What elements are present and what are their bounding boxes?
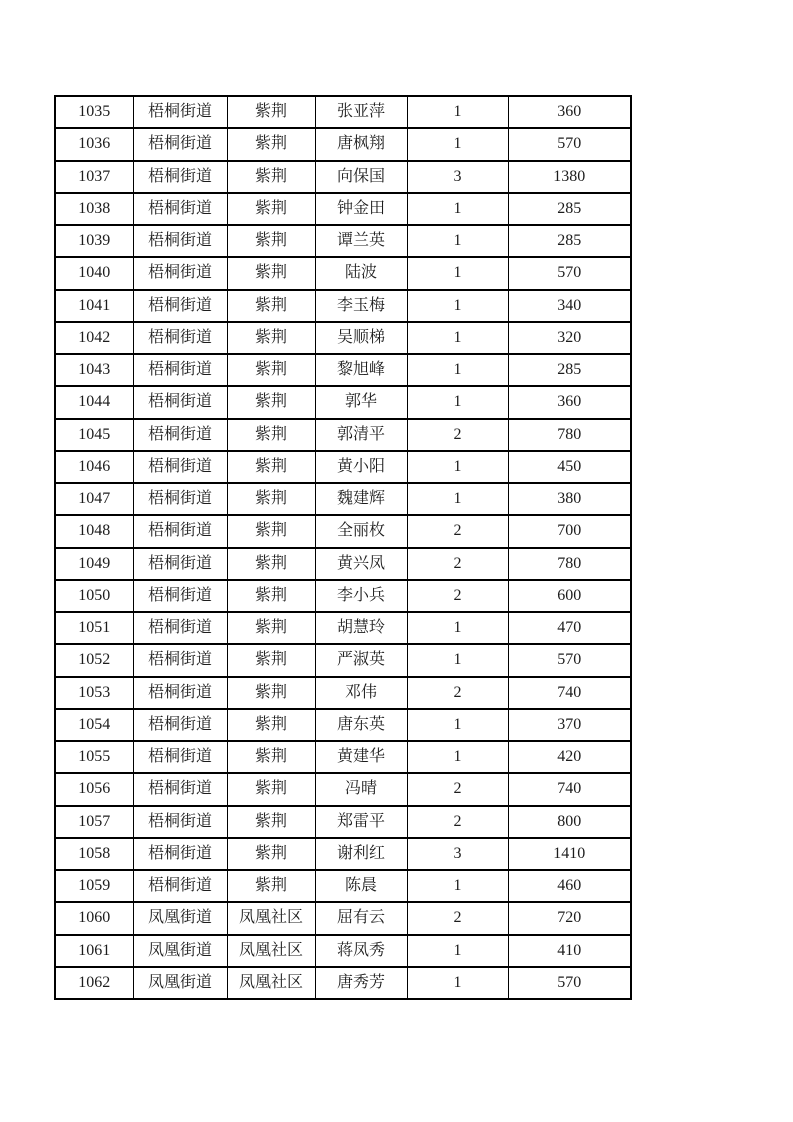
cell-community-name: 紫荆 bbox=[227, 741, 315, 773]
cell-count: 1 bbox=[407, 935, 508, 967]
cell-row-id: 1053 bbox=[55, 677, 133, 709]
cell-person-name: 钟金田 bbox=[315, 193, 407, 225]
cell-count: 2 bbox=[407, 677, 508, 709]
cell-row-id: 1044 bbox=[55, 386, 133, 418]
cell-community-name: 紫荆 bbox=[227, 870, 315, 902]
cell-street-name: 梧桐街道 bbox=[133, 677, 227, 709]
cell-community-name: 紫荆 bbox=[227, 354, 315, 386]
table-row bbox=[55, 96, 631, 128]
cell-amount: 780 bbox=[508, 548, 631, 580]
cell-person-name: 唐秀芳 bbox=[315, 967, 407, 999]
cell-row-id: 1040 bbox=[55, 257, 133, 289]
table-row bbox=[55, 322, 631, 354]
cell-community-name: 紫荆 bbox=[227, 838, 315, 870]
cell-community-name: 紫荆 bbox=[227, 773, 315, 805]
cell-row-id: 1043 bbox=[55, 354, 133, 386]
cell-count: 2 bbox=[407, 773, 508, 805]
cell-amount: 370 bbox=[508, 709, 631, 741]
table-row bbox=[55, 483, 631, 515]
cell-street-name: 梧桐街道 bbox=[133, 709, 227, 741]
cell-person-name: 黎旭峰 bbox=[315, 354, 407, 386]
cell-community-name: 紫荆 bbox=[227, 709, 315, 741]
cell-street-name: 梧桐街道 bbox=[133, 838, 227, 870]
cell-person-name: 陈晨 bbox=[315, 870, 407, 902]
cell-person-name: 向保国 bbox=[315, 161, 407, 193]
cell-count: 1 bbox=[407, 354, 508, 386]
cell-street-name: 梧桐街道 bbox=[133, 386, 227, 418]
table-row bbox=[55, 677, 631, 709]
cell-count: 1 bbox=[407, 96, 508, 128]
cell-person-name: 唐枫翔 bbox=[315, 128, 407, 160]
table-row bbox=[55, 580, 631, 612]
cell-person-name: 黄兴凤 bbox=[315, 548, 407, 580]
cell-street-name: 梧桐街道 bbox=[133, 580, 227, 612]
cell-amount: 420 bbox=[508, 741, 631, 773]
table-row bbox=[55, 967, 631, 999]
cell-person-name: 谢利红 bbox=[315, 838, 407, 870]
cell-row-id: 1038 bbox=[55, 193, 133, 225]
cell-count: 2 bbox=[407, 515, 508, 547]
cell-count: 1 bbox=[407, 644, 508, 676]
cell-person-name: 严淑英 bbox=[315, 644, 407, 676]
cell-amount: 360 bbox=[508, 386, 631, 418]
cell-count: 1 bbox=[407, 225, 508, 257]
cell-community-name: 紫荆 bbox=[227, 644, 315, 676]
cell-amount: 800 bbox=[508, 806, 631, 838]
cell-community-name: 紫荆 bbox=[227, 161, 315, 193]
cell-community-name: 紫荆 bbox=[227, 386, 315, 418]
cell-amount: 1410 bbox=[508, 838, 631, 870]
cell-community-name: 紫荆 bbox=[227, 515, 315, 547]
table-row bbox=[55, 935, 631, 967]
cell-row-id: 1035 bbox=[55, 96, 133, 128]
table-row bbox=[55, 741, 631, 773]
cell-row-id: 1059 bbox=[55, 870, 133, 902]
cell-street-name: 凤凰街道 bbox=[133, 902, 227, 934]
table-row bbox=[55, 773, 631, 805]
cell-count: 2 bbox=[407, 902, 508, 934]
cell-person-name: 黄建华 bbox=[315, 741, 407, 773]
cell-person-name: 李小兵 bbox=[315, 580, 407, 612]
cell-street-name: 梧桐街道 bbox=[133, 322, 227, 354]
cell-count: 1 bbox=[407, 612, 508, 644]
cell-amount: 780 bbox=[508, 419, 631, 451]
cell-street-name: 梧桐街道 bbox=[133, 741, 227, 773]
cell-community-name: 紫荆 bbox=[227, 612, 315, 644]
cell-amount: 720 bbox=[508, 902, 631, 934]
cell-community-name: 紫荆 bbox=[227, 96, 315, 128]
cell-street-name: 梧桐街道 bbox=[133, 773, 227, 805]
table-row bbox=[55, 290, 631, 322]
cell-amount: 570 bbox=[508, 967, 631, 999]
table-row bbox=[55, 451, 631, 483]
cell-row-id: 1058 bbox=[55, 838, 133, 870]
cell-amount: 450 bbox=[508, 451, 631, 483]
cell-street-name: 梧桐街道 bbox=[133, 548, 227, 580]
cell-amount: 470 bbox=[508, 612, 631, 644]
cell-count: 1 bbox=[407, 709, 508, 741]
cell-person-name: 郑雷平 bbox=[315, 806, 407, 838]
cell-street-name: 梧桐街道 bbox=[133, 354, 227, 386]
cell-community-name: 紫荆 bbox=[227, 128, 315, 160]
cell-count: 1 bbox=[407, 193, 508, 225]
cell-street-name: 梧桐街道 bbox=[133, 806, 227, 838]
cell-person-name: 陆波 bbox=[315, 257, 407, 289]
cell-row-id: 1062 bbox=[55, 967, 133, 999]
cell-amount: 570 bbox=[508, 128, 631, 160]
data-table bbox=[54, 95, 632, 1000]
table-row bbox=[55, 709, 631, 741]
cell-street-name: 梧桐街道 bbox=[133, 225, 227, 257]
cell-street-name: 梧桐街道 bbox=[133, 128, 227, 160]
cell-row-id: 1055 bbox=[55, 741, 133, 773]
cell-person-name: 唐东英 bbox=[315, 709, 407, 741]
cell-count: 1 bbox=[407, 128, 508, 160]
cell-amount: 1380 bbox=[508, 161, 631, 193]
cell-person-name: 蒋凤秀 bbox=[315, 935, 407, 967]
cell-count: 1 bbox=[407, 741, 508, 773]
cell-count: 2 bbox=[407, 548, 508, 580]
cell-amount: 360 bbox=[508, 96, 631, 128]
cell-row-id: 1039 bbox=[55, 225, 133, 257]
cell-community-name: 紫荆 bbox=[227, 225, 315, 257]
cell-count: 1 bbox=[407, 322, 508, 354]
cell-community-name: 紫荆 bbox=[227, 806, 315, 838]
cell-count: 2 bbox=[407, 419, 508, 451]
cell-person-name: 吴顺梯 bbox=[315, 322, 407, 354]
cell-person-name: 谭兰英 bbox=[315, 225, 407, 257]
cell-amount: 740 bbox=[508, 773, 631, 805]
cell-amount: 410 bbox=[508, 935, 631, 967]
table-row bbox=[55, 838, 631, 870]
cell-person-name: 冯晴 bbox=[315, 773, 407, 805]
cell-street-name: 梧桐街道 bbox=[133, 419, 227, 451]
cell-community-name: 紫荆 bbox=[227, 290, 315, 322]
cell-count: 1 bbox=[407, 386, 508, 418]
cell-amount: 600 bbox=[508, 580, 631, 612]
table-row bbox=[55, 902, 631, 934]
cell-count: 1 bbox=[407, 483, 508, 515]
cell-community-name: 紫荆 bbox=[227, 548, 315, 580]
table-row bbox=[55, 806, 631, 838]
cell-community-name: 紫荆 bbox=[227, 419, 315, 451]
cell-amount: 570 bbox=[508, 644, 631, 676]
cell-community-name: 紫荆 bbox=[227, 451, 315, 483]
cell-amount: 570 bbox=[508, 257, 631, 289]
cell-amount: 740 bbox=[508, 677, 631, 709]
cell-count: 1 bbox=[407, 967, 508, 999]
cell-community-name: 凤凰社区 bbox=[227, 902, 315, 934]
cell-row-id: 1037 bbox=[55, 161, 133, 193]
cell-person-name: 全丽枚 bbox=[315, 515, 407, 547]
cell-community-name: 紫荆 bbox=[227, 677, 315, 709]
cell-row-id: 1054 bbox=[55, 709, 133, 741]
cell-row-id: 1048 bbox=[55, 515, 133, 547]
table-row bbox=[55, 193, 631, 225]
cell-row-id: 1051 bbox=[55, 612, 133, 644]
cell-amount: 285 bbox=[508, 225, 631, 257]
cell-person-name: 张亚萍 bbox=[315, 96, 407, 128]
cell-row-id: 1060 bbox=[55, 902, 133, 934]
cell-community-name: 紫荆 bbox=[227, 193, 315, 225]
cell-street-name: 梧桐街道 bbox=[133, 257, 227, 289]
cell-row-id: 1041 bbox=[55, 290, 133, 322]
cell-community-name: 紫荆 bbox=[227, 580, 315, 612]
cell-person-name: 郭清平 bbox=[315, 419, 407, 451]
cell-amount: 380 bbox=[508, 483, 631, 515]
cell-person-name: 李玉梅 bbox=[315, 290, 407, 322]
cell-community-name: 紫荆 bbox=[227, 322, 315, 354]
cell-street-name: 梧桐街道 bbox=[133, 451, 227, 483]
cell-community-name: 紫荆 bbox=[227, 257, 315, 289]
cell-street-name: 梧桐街道 bbox=[133, 290, 227, 322]
cell-row-id: 1052 bbox=[55, 644, 133, 676]
table-row bbox=[55, 612, 631, 644]
cell-person-name: 郭华 bbox=[315, 386, 407, 418]
cell-count: 1 bbox=[407, 257, 508, 289]
cell-row-id: 1042 bbox=[55, 322, 133, 354]
cell-person-name: 屈有云 bbox=[315, 902, 407, 934]
cell-street-name: 梧桐街道 bbox=[133, 193, 227, 225]
table-body bbox=[55, 96, 631, 999]
table-row bbox=[55, 354, 631, 386]
table-row bbox=[55, 386, 631, 418]
cell-count: 2 bbox=[407, 580, 508, 612]
cell-community-name: 凤凰社区 bbox=[227, 935, 315, 967]
cell-amount: 700 bbox=[508, 515, 631, 547]
cell-row-id: 1049 bbox=[55, 548, 133, 580]
cell-count: 1 bbox=[407, 451, 508, 483]
table-row bbox=[55, 548, 631, 580]
cell-amount: 285 bbox=[508, 354, 631, 386]
cell-street-name: 梧桐街道 bbox=[133, 870, 227, 902]
cell-street-name: 梧桐街道 bbox=[133, 96, 227, 128]
table-row bbox=[55, 161, 631, 193]
cell-community-name: 紫荆 bbox=[227, 483, 315, 515]
cell-count: 2 bbox=[407, 806, 508, 838]
cell-person-name: 魏建辉 bbox=[315, 483, 407, 515]
cell-street-name: 凤凰街道 bbox=[133, 935, 227, 967]
cell-row-id: 1061 bbox=[55, 935, 133, 967]
cell-amount: 285 bbox=[508, 193, 631, 225]
cell-person-name: 黄小阳 bbox=[315, 451, 407, 483]
cell-row-id: 1045 bbox=[55, 419, 133, 451]
table-row bbox=[55, 257, 631, 289]
cell-row-id: 1057 bbox=[55, 806, 133, 838]
cell-count: 1 bbox=[407, 870, 508, 902]
cell-community-name: 凤凰社区 bbox=[227, 967, 315, 999]
table-row bbox=[55, 515, 631, 547]
cell-row-id: 1056 bbox=[55, 773, 133, 805]
cell-street-name: 梧桐街道 bbox=[133, 644, 227, 676]
cell-count: 3 bbox=[407, 161, 508, 193]
cell-row-id: 1046 bbox=[55, 451, 133, 483]
cell-street-name: 梧桐街道 bbox=[133, 483, 227, 515]
table-row bbox=[55, 225, 631, 257]
cell-count: 3 bbox=[407, 838, 508, 870]
table-row bbox=[55, 870, 631, 902]
cell-person-name: 胡慧玲 bbox=[315, 612, 407, 644]
cell-street-name: 梧桐街道 bbox=[133, 161, 227, 193]
cell-amount: 320 bbox=[508, 322, 631, 354]
cell-amount: 460 bbox=[508, 870, 631, 902]
cell-street-name: 凤凰街道 bbox=[133, 967, 227, 999]
table-row bbox=[55, 128, 631, 160]
table-row bbox=[55, 419, 631, 451]
cell-row-id: 1036 bbox=[55, 128, 133, 160]
table-row bbox=[55, 644, 631, 676]
cell-row-id: 1047 bbox=[55, 483, 133, 515]
cell-count: 1 bbox=[407, 290, 508, 322]
cell-street-name: 梧桐街道 bbox=[133, 515, 227, 547]
cell-amount: 340 bbox=[508, 290, 631, 322]
cell-row-id: 1050 bbox=[55, 580, 133, 612]
cell-person-name: 邓伟 bbox=[315, 677, 407, 709]
cell-street-name: 梧桐街道 bbox=[133, 612, 227, 644]
